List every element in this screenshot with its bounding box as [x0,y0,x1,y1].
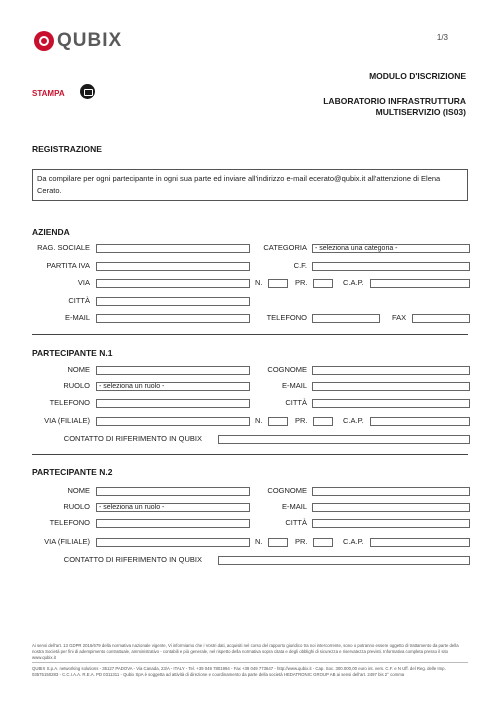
fax-input[interactable] [412,314,470,323]
p2-telefono-input[interactable] [96,519,250,528]
via-input[interactable] [96,279,250,288]
label-cognome: COGNOME [267,486,307,495]
label-citta: CITTÀ [285,518,307,527]
label-numero: N. [255,537,263,546]
label-provincia: PR. [295,537,308,546]
label-ruolo: RUOLO [63,502,90,511]
label-nome: NOME [67,365,90,374]
label-numero: N. [255,416,263,425]
label-cap: C.A.P. [343,278,364,287]
p1-citta-input[interactable] [312,399,470,408]
label-fax: FAX [392,313,407,322]
label-telefono: TELEFONO [266,313,307,322]
citta-input[interactable] [96,297,250,306]
label-cf: C.F. [293,261,307,270]
rag-sociale-input[interactable] [96,244,250,253]
p2-email-input[interactable] [312,503,470,512]
label-ruolo: RUOLO [63,381,90,390]
p2-citta-input[interactable] [312,519,470,528]
section-partecipante-1: PARTECIPANTE N.1 [32,348,113,358]
cf-input[interactable] [312,262,470,271]
p1-provincia-input[interactable] [313,417,333,426]
numero-input[interactable] [268,279,288,288]
course-title-line1: LABORATORIO INFRASTRUTTURA [323,96,466,106]
label-categoria: CATEGORIA [263,243,307,252]
label-cognome: COGNOME [267,365,307,374]
provincia-input[interactable] [313,279,333,288]
logo-mark-icon [34,31,54,51]
label-telefono: TELEFONO [49,398,90,407]
p1-cap-input[interactable] [370,417,470,426]
label-cap: C.A.P. [343,537,364,546]
p1-numero-input[interactable] [268,417,288,426]
label-via-filiale: VIA (FILIALE) [44,416,90,425]
p2-contatto-input[interactable] [218,556,470,565]
brand-logo: QUBIX [57,30,123,51]
p1-contatto-input[interactable] [218,435,470,444]
telefono-input[interactable] [312,314,380,323]
form-title: MODULO D'ISCRIZIONE [369,71,466,81]
label-contatto-qubix: CONTATTO DI RIFERIMENTO IN QUBIX [63,434,202,443]
p1-email-input[interactable] [312,382,470,391]
p1-cognome-input[interactable] [312,366,470,375]
p2-cap-input[interactable] [370,538,470,547]
section-azienda: AZIENDA [32,227,70,237]
label-provincia: PR. [295,416,308,425]
footer-divider [32,662,468,663]
label-numero: N. [255,278,263,287]
label-partita-iva: PARTITA IVA [46,261,90,270]
p2-numero-input[interactable] [268,538,288,547]
label-via-filiale: VIA (FILIALE) [44,537,90,546]
label-cap: C.A.P. [343,416,364,425]
divider [32,454,468,455]
p2-via-input[interactable] [96,538,250,547]
printer-icon[interactable] [80,84,95,99]
section-registrazione: REGISTRAZIONE [32,144,102,154]
label-telefono: TELEFONO [49,518,90,527]
cap-input[interactable] [370,279,470,288]
print-label[interactable]: STAMPA [32,89,65,98]
label-contatto-qubix: CONTATTO DI RIFERIMENTO IN QUBIX [63,555,202,564]
section-partecipante-2: PARTECIPANTE N.2 [32,467,113,477]
p1-nome-input[interactable] [96,366,250,375]
label-email: E-MAIL [281,381,307,390]
label-email: E-MAIL [281,502,307,511]
label-nome: NOME [67,486,90,495]
p1-via-input[interactable] [96,417,250,426]
partita-iva-input[interactable] [96,262,250,271]
p1-telefono-input[interactable] [96,399,250,408]
p2-cognome-input[interactable] [312,487,470,496]
label-citta: CITTÀ [285,398,307,407]
label-via: VIA [77,278,90,287]
categoria-select[interactable]: - seleziona una categoria - [312,244,470,253]
page-number: 1/3 [436,33,448,42]
divider [32,334,468,335]
company-info: QUBIX S.p.A. networking solutions - 35127 PADOVA - Via Canada, 23/A - ITALY - Tel. +39 049 7801994 - Fax +39 049 773647 - http://www.qubix.it - Cap. Soc. 300.000,00 euro int. vers. C.F. e N Uff. del Reg. delle Imp. 03575150283 - C.C.I.A.A. R.E.A. PD 0311311 - Qubix SpA è soggetta ad attività di direzione e coordinamento da parte della società HEDATRONIC GROUP AB ai sensi dell'art. 2497 bis 2° comma [32,666,446,677]
label-citta: CITTÀ [68,296,90,305]
label-email: E-MAIL [64,313,90,322]
p2-nome-input[interactable] [96,487,250,496]
email-input[interactable] [96,314,250,323]
label-rag-sociale: RAG. SOCIALE [37,243,90,252]
course-title-line2: MULTISERVIZIO (IS03) [375,107,466,117]
p2-provincia-input[interactable] [313,538,333,547]
label-provincia: PR. [295,278,308,287]
p1-ruolo-select[interactable]: - seleziona un ruolo - [96,382,250,391]
info-box: Da compilare per ogni partecipante in ogni sua parte ed inviare all'indirizzo e-mail ecerato@qubix.it all'attenzione di Elena Cerato. [32,169,468,201]
p2-ruolo-select[interactable]: - seleziona un ruolo - [96,503,250,512]
privacy-notice: Ai sensi dell'art. 13 GDPR 2016/679 della normativa nazionale vigente, Vi informiamo che i Vostri dati, acquisiti nel corso del rapporto giuridico tra noi intercorrente, sono o potranno essere oggetto di trattamento da parte della nostra Società per fini di adempimento contrattuale, amministrativo - contabili e più generale, nel rispetto della normativa sopra citata e degli obblighi di sicurezza e riservatezza previsti. Informativa completa presso il sito www.qubix.it [32,643,459,660]
